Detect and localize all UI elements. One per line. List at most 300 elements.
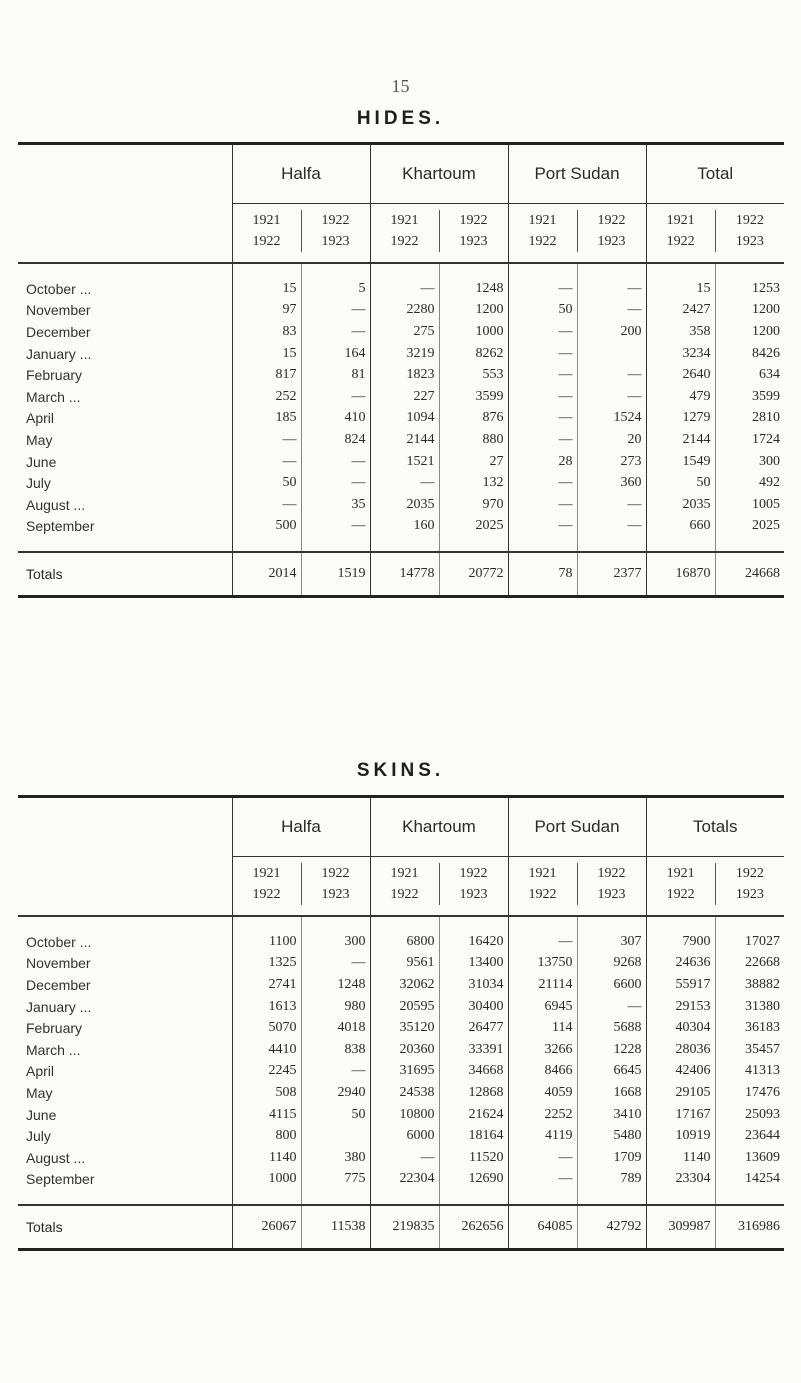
year-label: 1921 <box>233 210 302 231</box>
value-cell: 5688 <box>577 1017 646 1039</box>
value-cell: 4059 <box>508 1082 577 1104</box>
value-cell: 2035 <box>370 494 439 516</box>
value-cell: 380 <box>301 1147 370 1169</box>
value-cell: 12690 <box>439 1169 508 1191</box>
year-header <box>370 857 508 917</box>
value-cell: 2640 <box>646 364 715 386</box>
year-header <box>508 204 646 264</box>
group-header: Port Sudan <box>508 145 646 204</box>
value-cell: — <box>301 472 370 494</box>
year-label: 1921 <box>647 863 716 884</box>
value-cell: 4018 <box>301 1017 370 1039</box>
value-cell: 25093 <box>715 1104 784 1126</box>
table-row <box>18 1061 784 1083</box>
table-row <box>18 931 784 953</box>
month-label <box>18 1125 232 1147</box>
year-label: 1923 <box>459 887 488 902</box>
value-cell: 17476 <box>715 1082 784 1104</box>
totals-label <box>18 552 232 595</box>
table-row <box>18 953 784 975</box>
table-row <box>18 300 784 322</box>
value-cell: 9561 <box>370 953 439 975</box>
page-number: 15 <box>391 76 410 96</box>
table-row <box>18 494 784 516</box>
value-cell: 6600 <box>577 974 646 996</box>
value-cell: 300 <box>301 931 370 953</box>
value-cell: 1140 <box>646 1147 715 1169</box>
table-row <box>18 472 784 494</box>
year-label: 1921 <box>233 863 302 884</box>
month-label <box>18 1017 232 1039</box>
month-text: June <box>26 453 57 470</box>
value-cell: 11520 <box>439 1147 508 1169</box>
value-cell: 1521 <box>370 451 439 473</box>
value-cell: — <box>508 408 577 430</box>
year-label: 1923 <box>597 234 626 249</box>
value-cell: 8466 <box>508 1061 577 1083</box>
hides-table <box>18 142 784 598</box>
month-label <box>18 408 232 430</box>
table-row <box>18 386 784 408</box>
value-cell: 55917 <box>646 974 715 996</box>
value-cell: 2741 <box>232 974 301 996</box>
value-cell: — <box>577 494 646 516</box>
group-header: Total <box>646 145 784 204</box>
group-header: Totals <box>646 798 784 857</box>
value-cell: 307 <box>577 931 646 953</box>
table-row <box>18 1147 784 1169</box>
value-cell: 2025 <box>439 516 508 538</box>
totals-row <box>18 552 784 595</box>
total-cell: 309987 <box>646 1205 715 1248</box>
year-label: 1922 <box>597 866 626 881</box>
month-text: August ... <box>26 496 86 513</box>
value-cell: 1228 <box>577 1039 646 1061</box>
value-cell: 32062 <box>370 974 439 996</box>
month-label <box>18 494 232 516</box>
value-cell: 6945 <box>508 996 577 1018</box>
value-cell: 21114 <box>508 974 577 996</box>
value-cell: — <box>508 429 577 451</box>
value-cell: 20360 <box>370 1039 439 1061</box>
total-cell: 1519 <box>301 552 370 595</box>
month-text: November <box>26 955 91 972</box>
month-text: September <box>26 518 95 535</box>
value-cell: 1200 <box>715 300 784 322</box>
total-cell: 26067 <box>232 1205 301 1248</box>
year-header <box>646 204 784 264</box>
value-cell: 4410 <box>232 1039 301 1061</box>
month-label <box>18 1169 232 1191</box>
value-cell: — <box>301 386 370 408</box>
total-cell: 219835 <box>370 1205 439 1248</box>
total-cell: 42792 <box>577 1205 646 1248</box>
value-cell: — <box>301 321 370 343</box>
value-cell: — <box>508 931 577 953</box>
value-cell: 35120 <box>370 1017 439 1039</box>
month-label <box>18 1104 232 1126</box>
year-header <box>508 857 646 917</box>
total-cell: 20772 <box>439 552 508 595</box>
value-cell: 28036 <box>646 1039 715 1061</box>
value-cell: 2280 <box>370 300 439 322</box>
year-label: 1923 <box>735 234 764 249</box>
value-cell: 12868 <box>439 1082 508 1104</box>
year-label: 1923 <box>459 234 488 249</box>
year-label: 1921 <box>509 210 578 231</box>
value-cell: 29153 <box>646 996 715 1018</box>
total-cell: 316986 <box>715 1205 784 1248</box>
value-cell: 360 <box>577 472 646 494</box>
month-label <box>18 364 232 386</box>
group-header: Port Sudan <box>508 798 646 857</box>
value-cell: 50 <box>508 300 577 322</box>
month-text: March ... <box>26 1041 81 1058</box>
year-label: 1922 <box>459 866 488 881</box>
value-cell: 2810 <box>715 408 784 430</box>
year-header <box>232 204 370 264</box>
month-text: April <box>26 1063 55 1080</box>
value-cell: — <box>508 494 577 516</box>
totals-label <box>18 1205 232 1248</box>
value-cell: 508 <box>232 1082 301 1104</box>
value-cell: 114 <box>508 1017 577 1039</box>
value-cell: 4119 <box>508 1125 577 1147</box>
total-cell: 14778 <box>370 552 439 595</box>
year-label: 1922 <box>459 213 488 228</box>
value-cell: 1549 <box>646 451 715 473</box>
value-cell: 28 <box>508 451 577 473</box>
table-row <box>18 1125 784 1147</box>
value-cell: 27 <box>439 451 508 473</box>
value-cell: 20 <box>577 429 646 451</box>
value-cell: 6000 <box>370 1125 439 1147</box>
value-cell: 880 <box>439 429 508 451</box>
value-cell: 23304 <box>646 1169 715 1191</box>
corner-cell <box>18 204 232 264</box>
month-label <box>18 516 232 538</box>
value-cell: 13400 <box>439 953 508 975</box>
value-cell: — <box>508 343 577 365</box>
value-cell: — <box>508 321 577 343</box>
year-label: 1923 <box>321 234 350 249</box>
value-cell: 16420 <box>439 931 508 953</box>
value-cell: 21624 <box>439 1104 508 1126</box>
value-cell: 15 <box>232 343 301 365</box>
value-cell: 9268 <box>577 953 646 975</box>
value-cell: 13750 <box>508 953 577 975</box>
year-label: 1921 <box>371 210 440 231</box>
value-cell: 22304 <box>370 1169 439 1191</box>
group-header: Halfa <box>232 145 370 204</box>
value-cell: — <box>232 494 301 516</box>
value-cell: 13609 <box>715 1147 784 1169</box>
value-cell: 2025 <box>715 516 784 538</box>
value-cell: 24538 <box>370 1082 439 1104</box>
value-cell: 1524 <box>577 408 646 430</box>
month-text: July <box>26 1128 51 1145</box>
value-cell: — <box>301 451 370 473</box>
value-cell: 23644 <box>715 1125 784 1147</box>
value-cell: 3234 <box>646 343 715 365</box>
month-label <box>18 343 232 365</box>
year-label: 1923 <box>321 887 350 902</box>
value-cell: 81 <box>301 364 370 386</box>
value-cell <box>301 1125 370 1147</box>
value-cell: 31034 <box>439 974 508 996</box>
year-header <box>232 857 370 917</box>
year-label: 1922 <box>233 231 302 252</box>
value-cell: 42406 <box>646 1061 715 1083</box>
skins-table <box>18 795 784 1251</box>
value-cell: 40304 <box>646 1017 715 1039</box>
value-cell: 14254 <box>715 1169 784 1191</box>
value-cell: 1200 <box>715 321 784 343</box>
value-cell: 34668 <box>439 1061 508 1083</box>
month-text: February <box>26 1020 83 1037</box>
month-label <box>18 472 232 494</box>
value-cell: — <box>577 364 646 386</box>
value-cell: — <box>370 472 439 494</box>
value-cell: 1005 <box>715 494 784 516</box>
value-cell: 775 <box>301 1169 370 1191</box>
value-cell: 838 <box>301 1039 370 1061</box>
value-cell: 492 <box>715 472 784 494</box>
value-cell: 1668 <box>577 1082 646 1104</box>
month-text: March ... <box>26 388 81 405</box>
value-cell: 1094 <box>370 408 439 430</box>
value-cell: 3266 <box>508 1039 577 1061</box>
value-cell: 2427 <box>646 300 715 322</box>
year-label: 1921 <box>647 210 716 231</box>
value-cell: 634 <box>715 364 784 386</box>
value-cell: 97 <box>232 300 301 322</box>
value-cell: 8262 <box>439 343 508 365</box>
total-cell: 16870 <box>646 552 715 595</box>
value-cell: 1000 <box>232 1169 301 1191</box>
month-text: October ... <box>26 933 92 950</box>
value-cell: 553 <box>439 364 508 386</box>
month-label <box>18 931 232 953</box>
value-cell: — <box>508 1169 577 1191</box>
value-cell: 980 <box>301 996 370 1018</box>
table-row <box>18 1169 784 1191</box>
value-cell: 1823 <box>370 364 439 386</box>
value-cell: 35 <box>301 494 370 516</box>
value-cell: — <box>577 996 646 1018</box>
value-cell: 15 <box>232 278 301 300</box>
month-label <box>18 1147 232 1169</box>
value-cell: 4115 <box>232 1104 301 1126</box>
value-cell: 3599 <box>439 386 508 408</box>
value-cell: 5 <box>301 278 370 300</box>
total-cell: 2377 <box>577 552 646 595</box>
value-cell: 1140 <box>232 1147 301 1169</box>
table-row <box>18 974 784 996</box>
table-row <box>18 364 784 386</box>
value-cell: — <box>508 516 577 538</box>
value-cell: — <box>301 953 370 975</box>
value-cell: 273 <box>577 451 646 473</box>
month-label <box>18 386 232 408</box>
value-cell: 227 <box>370 386 439 408</box>
year-label: 1922 <box>321 213 350 228</box>
value-cell: — <box>301 516 370 538</box>
value-cell: — <box>508 278 577 300</box>
year-label: 1922 <box>371 231 440 252</box>
value-cell: 1279 <box>646 408 715 430</box>
corner-cell <box>18 145 232 204</box>
value-cell: 1248 <box>301 974 370 996</box>
value-cell: 24636 <box>646 953 715 975</box>
month-text: July <box>26 475 51 492</box>
year-header <box>370 204 508 264</box>
month-text: January ... <box>26 998 92 1015</box>
value-cell: — <box>508 472 577 494</box>
value-cell: — <box>301 300 370 322</box>
value-cell: 300 <box>715 451 784 473</box>
value-cell: 1200 <box>439 300 508 322</box>
value-cell: — <box>577 516 646 538</box>
year-label: 1923 <box>597 887 626 902</box>
value-cell: — <box>508 364 577 386</box>
value-cell: 160 <box>370 516 439 538</box>
month-label <box>18 451 232 473</box>
value-cell: 83 <box>232 321 301 343</box>
value-cell: 7900 <box>646 931 715 953</box>
total-cell: 64085 <box>508 1205 577 1248</box>
month-label <box>18 429 232 451</box>
value-cell: 6800 <box>370 931 439 953</box>
year-label: 1922 <box>647 231 716 252</box>
group-header: Halfa <box>232 798 370 857</box>
value-cell: 3410 <box>577 1104 646 1126</box>
value-cell: 2035 <box>646 494 715 516</box>
value-cell: 1613 <box>232 996 301 1018</box>
value-cell: 26477 <box>439 1017 508 1039</box>
table-row <box>18 278 784 300</box>
year-label: 1921 <box>509 863 578 884</box>
table-row <box>18 516 784 538</box>
totals-row <box>18 1205 784 1248</box>
year-label: 1921 <box>371 863 440 884</box>
value-cell: 1724 <box>715 429 784 451</box>
value-cell: 479 <box>646 386 715 408</box>
month-label <box>18 321 232 343</box>
year-label: 1922 <box>735 213 764 228</box>
corner-cell <box>18 798 232 857</box>
value-cell: 2245 <box>232 1061 301 1083</box>
month-text: December <box>26 976 91 993</box>
value-cell: 15 <box>646 278 715 300</box>
value-cell: — <box>577 386 646 408</box>
year-label: 1922 <box>509 884 578 905</box>
year-label: 1922 <box>597 213 626 228</box>
skins-title: SKINS. <box>356 760 445 781</box>
year-label: 1923 <box>735 887 764 902</box>
month-label <box>18 953 232 975</box>
value-cell: 2144 <box>370 429 439 451</box>
value-cell: 38882 <box>715 974 784 996</box>
table-row <box>18 451 784 473</box>
value-cell: 10800 <box>370 1104 439 1126</box>
value-cell: 817 <box>232 364 301 386</box>
corner-cell <box>18 857 232 917</box>
value-cell: 20595 <box>370 996 439 1018</box>
value-cell: 800 <box>232 1125 301 1147</box>
month-label <box>18 1061 232 1083</box>
month-text: November <box>26 302 91 319</box>
value-cell: — <box>232 451 301 473</box>
value-cell: 31380 <box>715 996 784 1018</box>
month-label <box>18 996 232 1018</box>
value-cell: 164 <box>301 343 370 365</box>
year-label: 1922 <box>233 884 302 905</box>
value-cell: 50 <box>232 472 301 494</box>
value-cell: — <box>508 1147 577 1169</box>
value-cell: 1248 <box>439 278 508 300</box>
table-row <box>18 343 784 365</box>
year-header <box>646 857 784 917</box>
month-text: August ... <box>26 1149 86 1166</box>
value-cell: — <box>508 386 577 408</box>
value-cell: 200 <box>577 321 646 343</box>
value-cell <box>577 343 646 365</box>
value-cell: 2144 <box>646 429 715 451</box>
value-cell: 50 <box>301 1104 370 1126</box>
totals-text: Totals <box>26 566 63 583</box>
value-cell: 41313 <box>715 1061 784 1083</box>
value-cell: 660 <box>646 516 715 538</box>
month-text: January ... <box>26 345 92 362</box>
total-cell: 2014 <box>232 552 301 595</box>
value-cell: 29105 <box>646 1082 715 1104</box>
month-text: May <box>26 431 53 448</box>
value-cell: 6645 <box>577 1061 646 1083</box>
value-cell: 22668 <box>715 953 784 975</box>
total-cell: 78 <box>508 552 577 595</box>
value-cell: 275 <box>370 321 439 343</box>
year-label: 1922 <box>371 884 440 905</box>
month-label <box>18 974 232 996</box>
table-row <box>18 1017 784 1039</box>
value-cell: 2940 <box>301 1082 370 1104</box>
year-label: 1922 <box>509 231 578 252</box>
value-cell: — <box>370 1147 439 1169</box>
total-cell: 24668 <box>715 552 784 595</box>
group-header: Khartoum <box>370 145 508 204</box>
value-cell: 36183 <box>715 1017 784 1039</box>
value-cell: 17167 <box>646 1104 715 1126</box>
value-cell: 31695 <box>370 1061 439 1083</box>
value-cell: — <box>232 429 301 451</box>
value-cell: — <box>370 278 439 300</box>
month-text: December <box>26 323 91 340</box>
value-cell: — <box>301 1061 370 1083</box>
value-cell: 8426 <box>715 343 784 365</box>
month-text: February <box>26 367 83 384</box>
totals-text: Totals <box>26 1219 63 1236</box>
value-cell: 10919 <box>646 1125 715 1147</box>
value-cell: 252 <box>232 386 301 408</box>
value-cell: 358 <box>646 321 715 343</box>
value-cell: 33391 <box>439 1039 508 1061</box>
value-cell: 132 <box>439 472 508 494</box>
value-cell: — <box>577 300 646 322</box>
value-cell: 5480 <box>577 1125 646 1147</box>
value-cell: 3599 <box>715 386 784 408</box>
table-row <box>18 321 784 343</box>
